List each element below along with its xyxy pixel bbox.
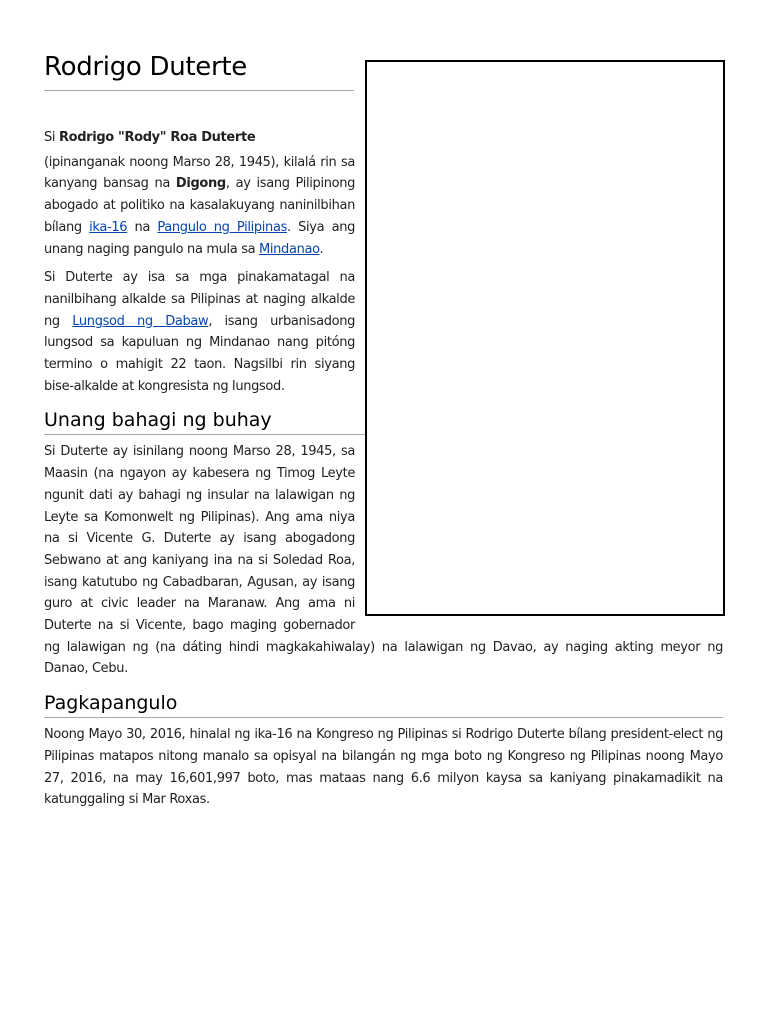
infobox-image-placeholder (365, 60, 725, 616)
mayor-paragraph: Si Duterte ay isa sa mga pinakamatagal na nanilbihang alkalde sa Pilipinas at naging alkalde ng Lungsod ng Dabaw, isang urbanisadong lungsod sa kapuluan ng Mindanao nang pitóng termino o mahigit 22 taon. Nagsilbi rin siyang bise-alkalde at kongresista ng lungsod. (44, 270, 355, 394)
link-pangulo-ng-pilipinas[interactable]: Pangulo ng Pilipinas (157, 219, 287, 235)
section-heading-presidency: Pagkapangulo (44, 692, 723, 718)
presidency-paragraph: Noong Mayo 30, 2016, hinalal ng ika-16 na Kongreso ng Pilipinas si Rodrigo Duterte bílang president-elect ng Pilipinas matapos nitong manalo sa opisyal na bilangán ng mga boto ng Kongreso ng Pilipinas noong Mayo 27, 2016, na may 16,601,997 boto, mas mataas nang 6.6 milyon kaysa sa kaniyang pinakamadikit na katunggaling si Mar Roxas. (44, 727, 723, 808)
page-title: Rodrigo Duterte (44, 52, 354, 91)
link-mindanao[interactable]: Mindanao (259, 241, 320, 257)
early-life-paragraph: Si Duterte ay isinilang noong Marso 28, 1945, sa Maasin (na ngayon ay kabesera ng Timog Leyte ngunit dati ay bahagi ng insular na lalawigan ng Leyte sa Komonwelt ng Pilipinas). Ang ama niya na si Vicente G. Duterte ay isang abogadong Sebwano at ang kaniyang ina na si Soledad Roa, isang katutubo ng Cabadbaran, Agusan, ay isang guro at civic leader na Maranaw. Ang ama ni Duterte na si Vicente, bago maging gobernador ng lalawigan ng (na dáting hindi magkakahiwalay) na lalawigan ng Davao, ay naging akting meyor ng Danao, Cebu. (44, 444, 723, 677)
link-lungsod-ng-dabaw[interactable]: Lungsod ng Dabaw (72, 313, 209, 329)
section-heading-early-life: Unang bahagi ng buhay (44, 409, 723, 435)
intro-paragraph: (ipinanganak noong Marso 28, 1945), kilalá rin sa kanyang bansag na Digong, ay isang Pilipinong abogado at politiko na kasalakuyang naninilbihan bílang ika-16 na Pangulo ng Pilipinas. Siya ang unang naging pangulo na mula sa Mindanao. (44, 154, 355, 257)
lead-line: Si Rodrigo "Rody" Roa Duterte (44, 130, 256, 145)
link-ika-16[interactable]: ika-16 (89, 219, 128, 235)
article-content (44, 52, 723, 818)
subject-name: Rodrigo "Rody" Roa Duterte (58, 130, 256, 145)
nickname: Digong (175, 176, 226, 192)
